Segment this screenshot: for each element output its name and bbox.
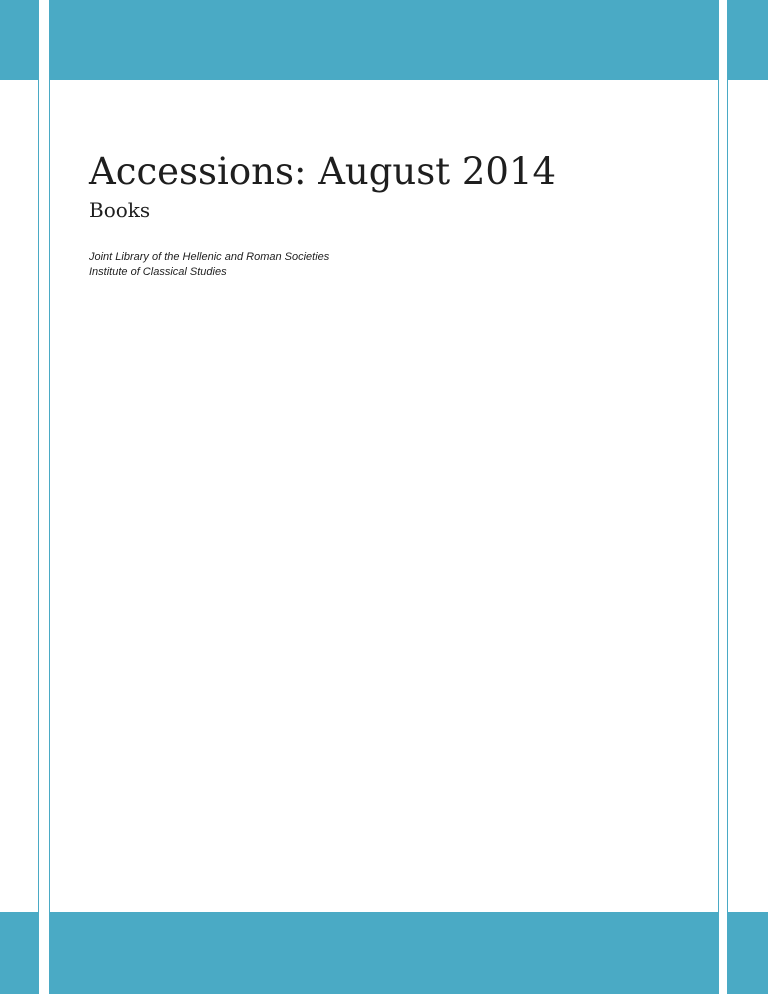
right-inner-rule xyxy=(718,0,719,994)
organization-line: Institute of Classical Studies xyxy=(89,266,227,278)
organization-block xyxy=(89,250,329,280)
left-bottom-accent-band xyxy=(0,912,38,994)
left-top-accent-band xyxy=(0,0,38,80)
document-subtitle: Books xyxy=(89,198,151,222)
document-title: Accessions: August 2014 xyxy=(89,150,557,193)
right-top-accent-band xyxy=(728,0,768,80)
organization-line: Joint Library of the Hellenic and Roman Societies xyxy=(89,251,330,263)
right-outer-rule xyxy=(727,0,728,994)
right-bottom-accent-band xyxy=(728,912,768,994)
left-inner-rule xyxy=(49,0,50,994)
header-accent-band xyxy=(50,0,718,80)
footer-accent-band xyxy=(50,912,718,994)
left-outer-rule xyxy=(38,0,39,994)
